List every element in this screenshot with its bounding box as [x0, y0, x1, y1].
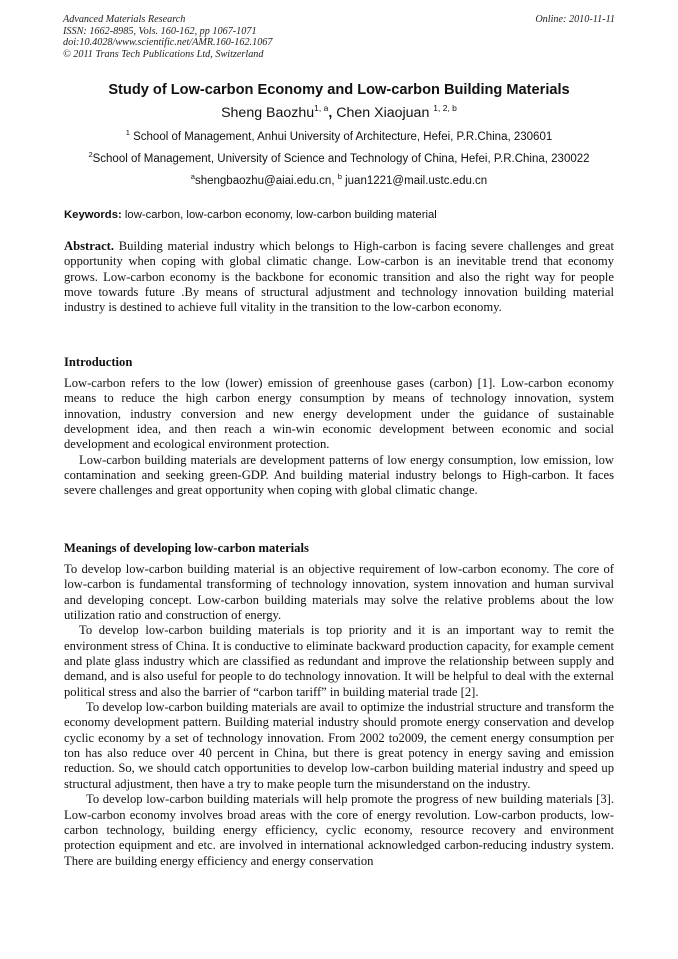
affiliation-2-text: School of Management, University of Science and Technology of China, Hefei, P.R.China, 230022 [92, 153, 590, 165]
paper-title: Study of Low-carbon Economy and Low-carbon Building Materials [108, 82, 570, 98]
author-line [40, 104, 638, 122]
author-separator: , [328, 105, 333, 121]
affiliation-1 [36, 130, 642, 145]
affiliation-2-mark: 2 [88, 150, 93, 159]
affiliation-1-mark: 1 [125, 128, 130, 137]
author-2-name: Chen Xiaojuan [332, 105, 434, 121]
keywords-label: Keywords: [64, 209, 122, 221]
abstract-text: Building material industry which belongs to High-carbon is facing severe challenges and great opportunity when coping with global climatic change. Low-carbon is an inevitable trend that economy grows. Low-carbon economy is the backbone for economic transition and also the right way for people move towards future .By means of structural adjustment and technology innovation building material industry is destined to achieve full vitality in the transition to the low-carbon economy. [64, 239, 614, 315]
abstract [64, 239, 614, 316]
author-2-affiliation-mark: 1, 2, b [433, 103, 457, 113]
affiliation-1-text: School of Management, Anhui University of Architecture, Hefei, P.R.China, 230601 [129, 131, 553, 143]
paragraph: Low-carbon building materials are development patterns of low energy consumption, low emission, low contamination and seeking green-GDP. And building material industry belongs to High-carbon. It faces severe challenges and great opportunity when coping with global climatic change. [64, 452, 614, 498]
section-heading-introduction: Introduction [64, 355, 133, 369]
doi-line: doi:10.4028/www.scientific.net/AMR.160-162.1067 [63, 37, 273, 48]
copyright-line: © 2011 Trans Tech Publications Ltd, Switzerland [63, 48, 264, 60]
affiliation-2 [36, 152, 642, 167]
paragraph: Low-carbon refers to the low (lower) emission of greenhouse gases (carbon) [1]. Low-carbon economy means to reduce the high carbon energy consumption by means of technology innovation, system innovation, industry conversion and new energy development under the guidance of sustainable development idea, and then reach a win-win economic development between economic and social development and ecological environment protection. [64, 376, 614, 452]
online-date: Online: 2010-11-11 [535, 14, 615, 25]
keywords-line [64, 208, 616, 223]
email-a: shengbaozhu@aiai.edu.cn, [194, 175, 335, 187]
keywords-text: low-carbon, low-carbon economy, low-carbon building material [121, 209, 437, 221]
author-1-affiliation-mark: 1, a [314, 103, 329, 113]
email-b-mark: b [337, 172, 342, 181]
paragraph: To develop low-carbon building materials will help promote the progress of new building materials [3]. Low-carbon economy involves broad areas with the core of energy revolution. Low-carbon products, low-carbon technology, building energy efficiency, cyclic economy, resource recovery and environment protection equipment and etc. are involved in international acknowledged carbon-reducing industry system. There are building energy efficiency and energy conservation [64, 792, 614, 868]
email-a-mark: a [190, 172, 195, 181]
paragraph: To develop low-carbon building material is an objective requirement of low-carbon economy. The core of low-carbon is fundamental transforming of technology innovation, system innovation and human survival and developing concept. Low-carbon building materials may solve the relative problems about the low utilization ratio and construction of energy. [64, 562, 614, 623]
meanings-body [64, 562, 614, 869]
section-heading-meanings: Meanings of developing low-carbon materials [64, 541, 309, 555]
introduction-body [64, 376, 614, 499]
abstract-label: Abstract. [64, 239, 115, 253]
author-1-name: Sheng Baozhu [221, 105, 315, 121]
author-emails [36, 174, 642, 189]
email-b: juan1221@mail.ustc.edu.cn [345, 175, 488, 187]
paragraph: To develop low-carbon building materials is top priority and it is an important way to remit the environment stress of China. It is conductive to eliminate backward production capacity, for example cement and plate glass industry which are classified as redundant and improve the relationship between supply and demand, and is also useful for people to do technology innovation. It will be helpful to deal with the external political stress and also the barrier of “carbon tariff” in building material trade [2]. [64, 623, 614, 699]
journal-name: Advanced Materials Research [63, 14, 186, 25]
issn-line: ISSN: 1662-8985, Vols. 160-162, pp 1067-1071 [63, 25, 257, 37]
paragraph: To develop low-carbon building materials are avail to optimize the industrial structure and transform the economy development pattern. Building material industry should promote energy conservation and develop cyclic economy by a set of technology innovation. From 2002 to2009, the cement energy consumption per ton has also reduce over 40 percent in China, but there is great potency in energy saving and emission reduction. So, we should catch opportunities to develop low-carbon building material industry and speed up structural adjustment, then have a try to make people turn the misunderstand on the industry. [64, 700, 614, 791]
journal-header [63, 14, 615, 60]
